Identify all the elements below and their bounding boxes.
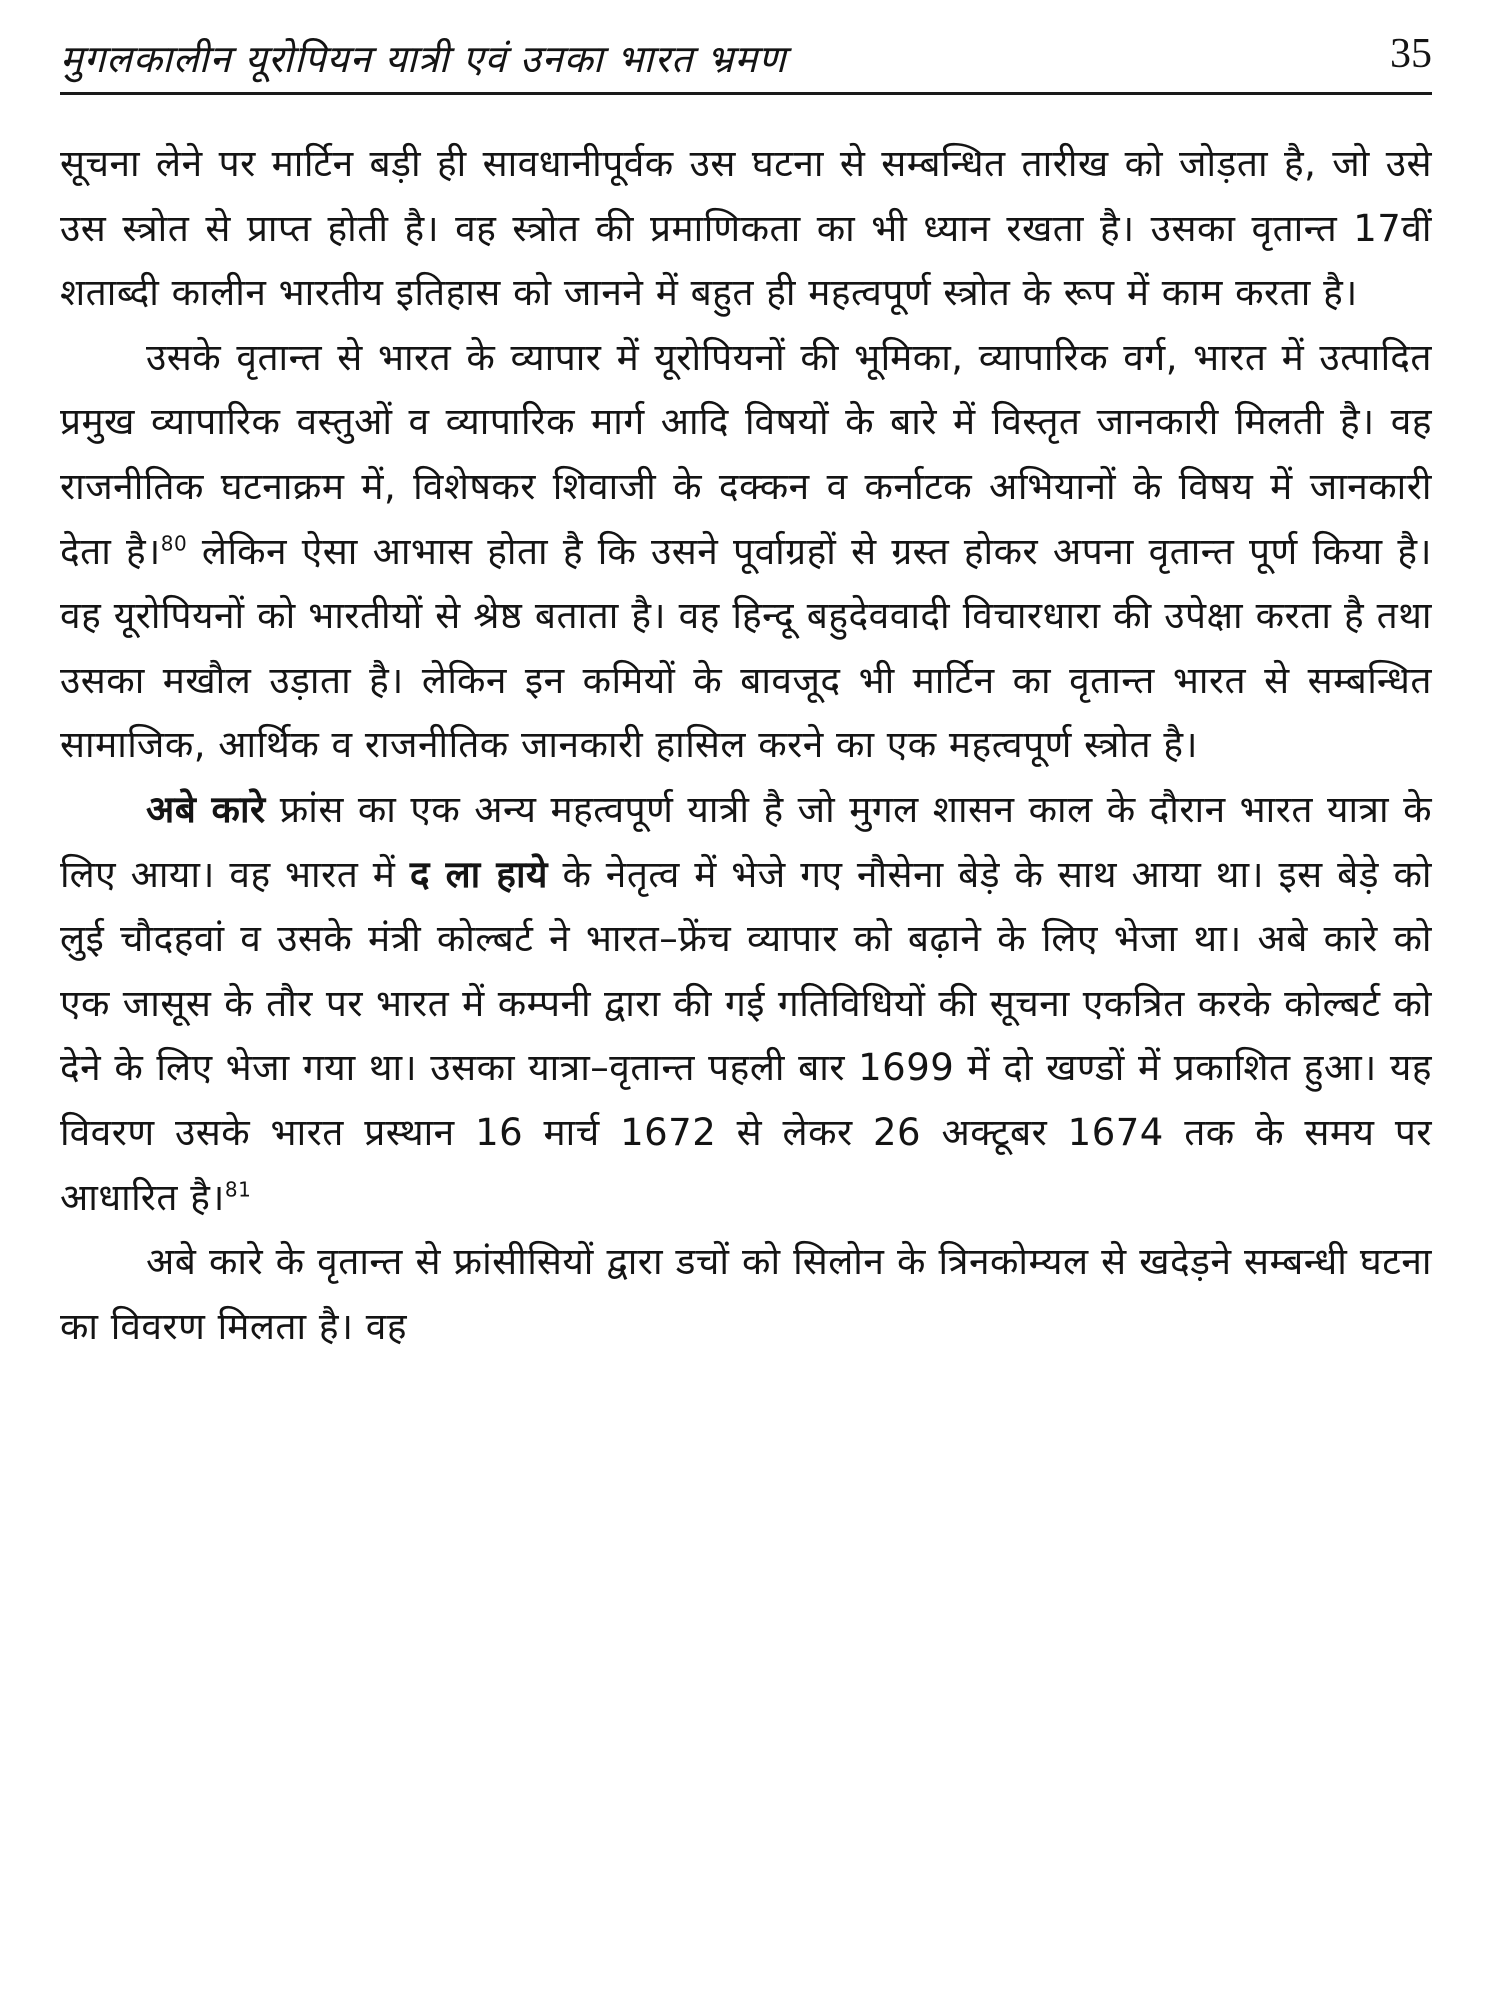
name-abbe-carre: अबे कारे bbox=[146, 787, 266, 831]
running-title: मुगलकालीन यूरोपियन यात्री एवं उनका भारत भ्रमण bbox=[60, 37, 787, 81]
paragraph-2-text-a: उसके वृतान्त से भारत के व्यापार में यूरोपियनों की भूमिका, व्यापारिक वर्ग, भारत में उत्पादित प्रमुख व्यापारिक वस्तुओं व व्यापारिक मार्ग आदि विषयों के बारे में विस्तृत जानकारी मिलती है। वह राजनीतिक घटनाक्रम में, विशेषकर शिवाजी के दक्कन व कर्नाटक अभियानों के विषय में जानकारी देता है। bbox=[60, 335, 1432, 573]
paragraph-3-text-a: फ्रांस का एक अन्य महत्वपूर्ण यात्री है जो मुगल शासन काल के दौरान भारत यात्रा के लिए आया। वह भारत में bbox=[60, 787, 1432, 896]
footnote-marker-81: 81 bbox=[224, 1177, 252, 1202]
paragraph-1-text: सूचना लेने पर मार्टिन बड़ी ही सावधानीपूर्वक उस घटना से सम्बन्धित तारीख को जोड़ता है, जो उसे उस स्त्रोत से प्राप्त होती है। वह स्त्रोत की प्रमाणिकता का भी ध्यान रखता है। उसका वृतान्त 17वीं शताब्दी कालीन भारतीय इतिहास को जानने में बहुत ही महत्वपूर्ण स्त्रोत के रूप में काम करता है। bbox=[60, 142, 1432, 315]
name-de-la-haye: द ला हाये bbox=[409, 852, 548, 896]
paragraph-4-text: अबे कारे के वृतान्त से फ्रांसीसियों द्वारा डचों को सिलोन के त्रिनकोम्यल से खदेड़ने सम्बन्धी घटना का विवरण मिलता है। वह bbox=[60, 1240, 1432, 1348]
paragraph-2-text-b: लेकिन ऐसा आभास होता है कि उसने पूर्वाग्रहों से ग्रस्त होकर अपना वृतान्त पूर्ण किया है। वह यूरोपियनों को भारतीयों से श्रेष्ठ बताता है। वह हिन्दू बहुदेववादी विचारधारा की उपेक्षा करता है तथा उसका मखौल उड़ाता है। लेकिन इन कमियों के बावजूद भी मार्टिन का वृतान्त भारत से सम्बन्धित सामाजिक, आर्थिक व राजनीतिक जानकारी हासिल करने का एक महत्वपूर्ण स्त्रोत है। bbox=[60, 529, 1432, 767]
running-header bbox=[60, 28, 1432, 95]
page-number: 35 bbox=[1390, 31, 1432, 77]
paragraph-1 bbox=[60, 132, 1432, 326]
body-text bbox=[60, 132, 1432, 1359]
paragraph-3-text-b: के नेतृत्व में भेजे गए नौसेना बेड़े के साथ आया था। इस बेड़े को लुई चौदहवां व उसके मंत्री कोल्बर्ट ने भारत–फ्रेंच व्यापार को बढ़ाने के लिए भेजा था। अबे कारे को एक जासूस के तौर पर भारत में कम्पनी द्वारा की गई गतिविधियों की सूचना एकत्रित करके कोल्बर्ट को देने के लिए भेजा गया था। उसका यात्रा–वृतान्त पहली बार 1699 में दो खण्डों में प्रकाशित हुआ। यह विवरण उसके भारत प्रस्थान 16 मार्च 1672 से लेकर 26 अक्टूबर 1674 तक के समय पर आधारित है। bbox=[60, 852, 1432, 1219]
paragraph-3 bbox=[60, 778, 1432, 1230]
paragraph-2 bbox=[60, 326, 1432, 778]
footnote-marker-80: 80 bbox=[160, 531, 188, 556]
paragraph-4 bbox=[60, 1230, 1432, 1359]
